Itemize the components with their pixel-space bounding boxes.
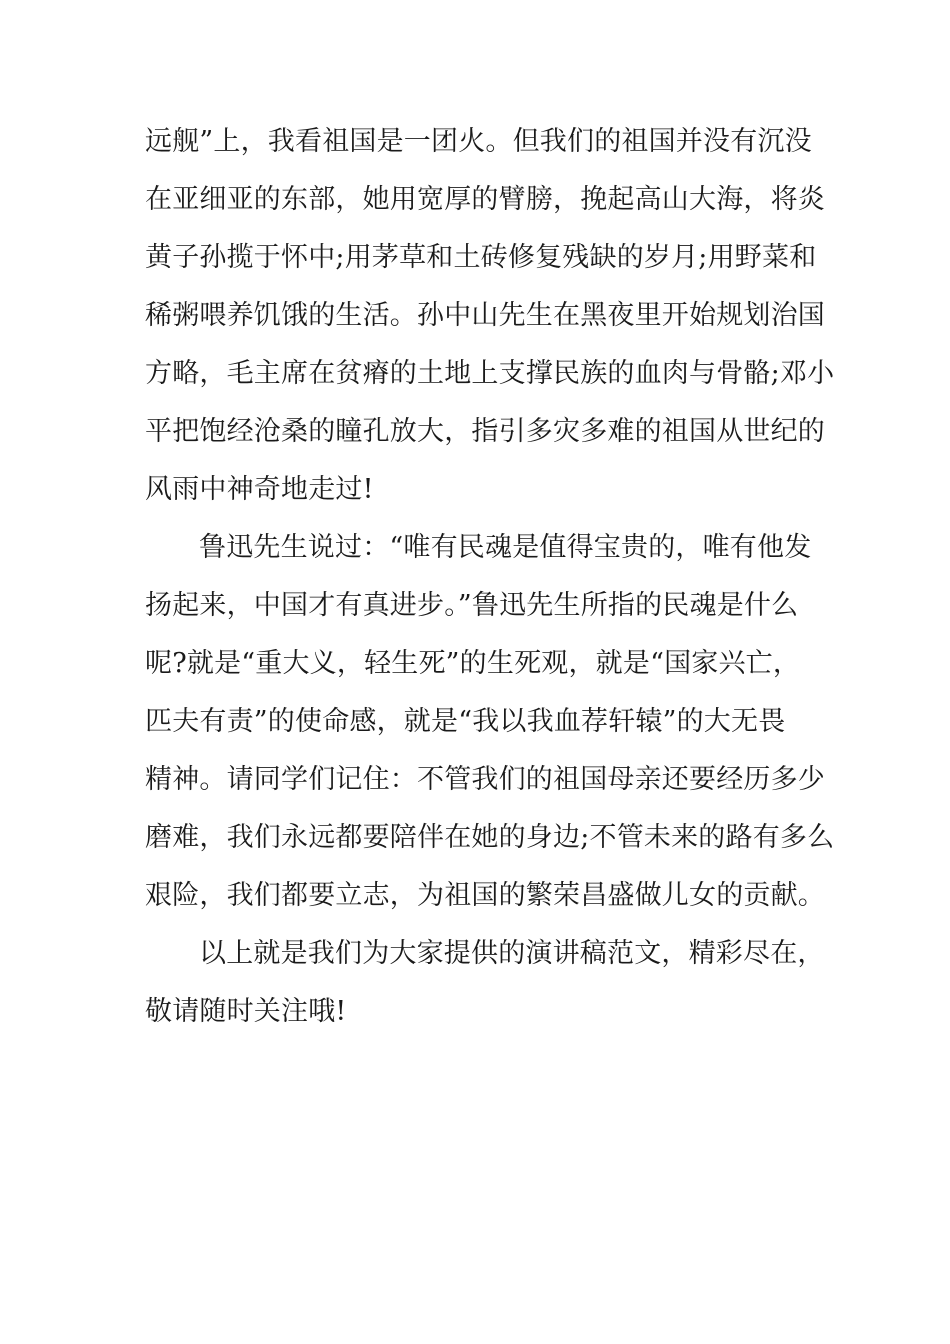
text-line: 方略，毛主席在贫瘠的土地上支撑民族的血肉与骨骼;邓小 [145,358,835,389]
text-line: 鲁迅先生说过：“唯有民魂是值得宝贵的，唯有他发 [199,532,812,563]
text-line: 呢?就是“重大义，轻生死”的生死观，就是“国家兴亡， [145,648,801,679]
text-line: 黄子孙揽于怀中;用茅草和土砖修复残缺的岁月;用野菜和 [145,242,817,273]
text-line: 精神。请同学们记住：不管我们的祖国母亲还要经历多少 [145,764,825,795]
text-line: 风雨中神奇地走过! [145,474,374,505]
text-line: 磨难，我们永远都要陪伴在她的身边;不管未来的路有多么 [145,822,835,853]
text-line: 平把饱经沧桑的瞳孔放大，指引多灾多难的祖国从世纪的 [145,416,825,447]
text-line: 敬请随时关注哦! [145,996,347,1027]
text-line: 扬起来，中国才有真进步。”鲁迅先生所指的民魂是什么 [145,590,799,621]
text-line: 在亚细亚的东部，她用宽厚的臂膀，挽起高山大海，将炎 [145,184,825,215]
text-line: 艰险，我们都要立志，为祖国的繁荣昌盛做儿女的贡献。 [145,880,825,911]
text-line: 以上就是我们为大家提供的演讲稿范文，精彩尽在， [199,938,825,969]
text-line: 远舰”上，我看祖国是一团火。但我们的祖国并没有沉没 [145,126,812,157]
text-line: 匹夫有责”的使命感，就是“我以我血荐轩辕”的大无畏 [145,706,786,737]
text-line: 稀粥喂养饥饿的生活。孙中山先生在黑夜里开始规划治国 [145,300,825,331]
